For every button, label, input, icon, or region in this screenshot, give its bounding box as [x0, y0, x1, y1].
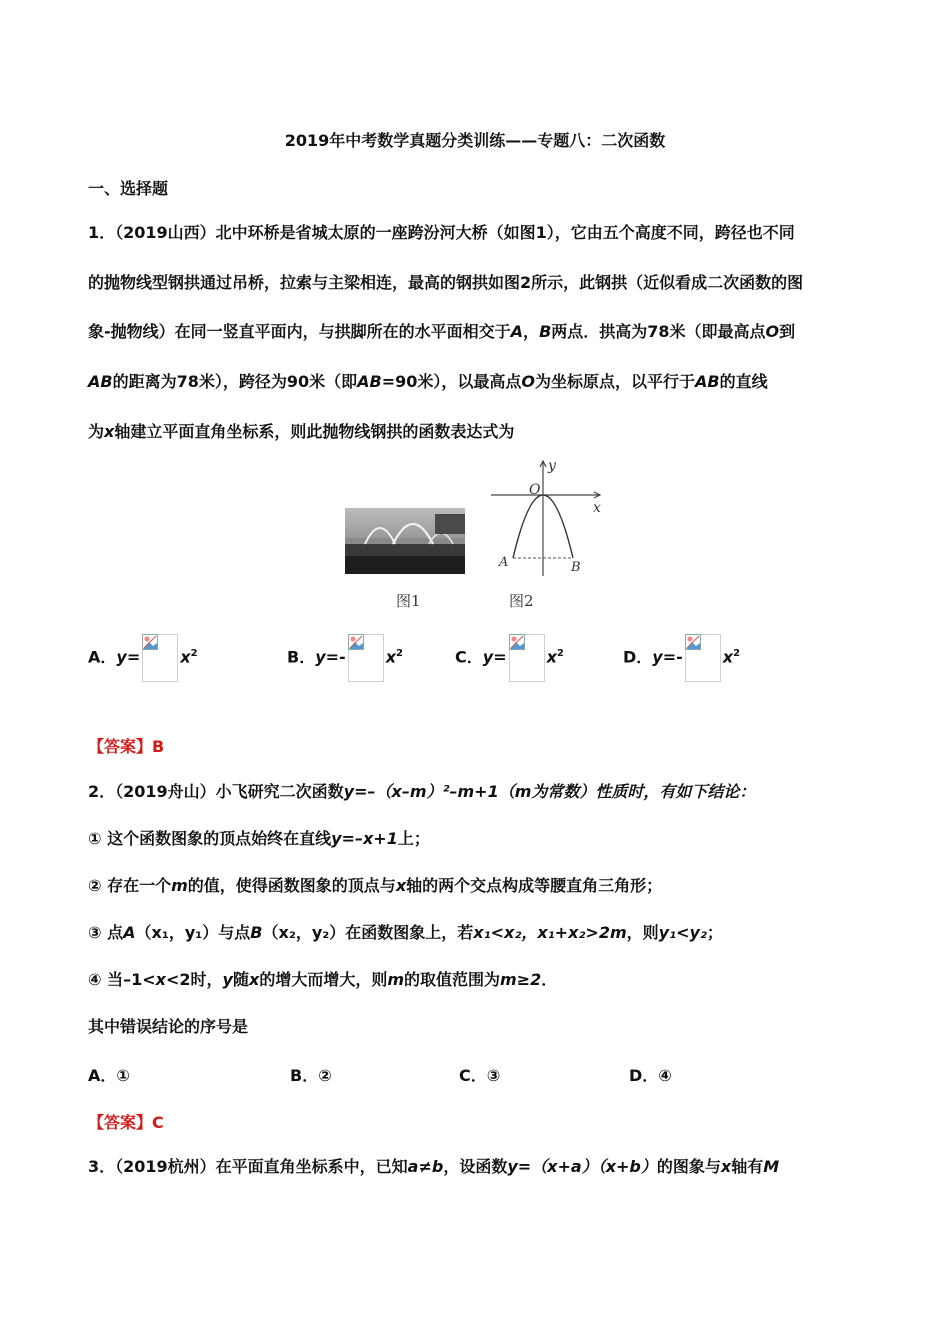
- fig2-origin-label: O: [529, 482, 541, 498]
- missing-fraction-image: [348, 634, 384, 682]
- fig2-b-label: B: [571, 560, 581, 575]
- fig2-y-label: y: [548, 458, 556, 474]
- q1-option-c: C．y= $x^2$: [455, 634, 564, 682]
- q2-option-c: C．③: [459, 1066, 501, 1085]
- fig2-x-label: x: [593, 500, 601, 516]
- q1-option-b: B．y=- $x^2$: [287, 634, 403, 682]
- missing-fraction-image: [142, 634, 178, 682]
- bridge-photo: [345, 508, 465, 574]
- q2-conclusion-4: ④ 当–1<x<2时，y随x的增大而增大，则m的取值范围为m≥2．: [88, 970, 558, 989]
- q3-line-1: 3．（2019杭州）在平面直角坐标系中，已知a≠b，设函数y=（x+a）（x+b）的图象与x轴有M: [88, 1157, 780, 1176]
- fig2-a-label: A: [499, 555, 509, 570]
- fig1-caption: 图1: [396, 592, 421, 610]
- q1-option-d: D．y=- $x^2$: [623, 634, 740, 682]
- q1-line-2: 的抛物线型钢拱通过吊桥，拉索与主梁相连，最高的钢拱如图2所示，此钢拱（近似看成二次函数的图: [88, 273, 804, 292]
- q2-question: 其中错误结论的序号是: [88, 1017, 249, 1036]
- q1-line-4: AB的距离为78米），跨径为90米（即AB=90米），以最高点O为坐标原点，以平行于AB的直线: [88, 372, 768, 391]
- section-heading: 一、选择题: [88, 179, 169, 198]
- broken-image-icon: [348, 634, 364, 650]
- q2-answer: 【答案】C: [88, 1113, 164, 1132]
- q2-option-a: A．①: [88, 1066, 130, 1085]
- fig2-caption: 图2: [509, 592, 534, 610]
- q2-conclusion-2: ② 存在一个m的值，使得函数图象的顶点与x轴的两个交点构成等腰直角三角形；: [88, 876, 663, 895]
- q2-line-1: 2．（2019舟山）小飞研究二次函数y=–（x–m）²–m+1（m为常数）性质时，有如下结论：: [88, 782, 756, 801]
- q1-answer: 【答案】B: [88, 737, 165, 756]
- q2-option-d: D．④: [629, 1066, 672, 1085]
- q2-conclusion-3: ③ 点A（x₁，y₁）与点B（x₂，y₂）在函数图象上，若x₁<x₂，x₁+x₂>2m，则y₁<y₂；: [88, 923, 723, 942]
- q1-line-5: 为x轴建立平面直角坐标系，则此抛物线钢拱的函数表达式为: [88, 422, 515, 441]
- broken-image-icon: [142, 634, 158, 650]
- q2-option-b: B．②: [290, 1066, 332, 1085]
- q1-option-a: A．y= $x^2$: [88, 634, 198, 682]
- parabola-diagram: [485, 458, 610, 578]
- missing-fraction-image: [685, 634, 721, 682]
- q1-line-3: 象-抛物线）在同一竖直平面内，与拱脚所在的水平面相交于A，B两点．拱高为78米（即最高点O到: [88, 322, 796, 341]
- q2-conclusion-1: ① 这个函数图象的顶点始终在直线y=–x+1上；: [88, 829, 430, 848]
- broken-image-icon: [509, 634, 525, 650]
- missing-fraction-image: [509, 634, 545, 682]
- page-title: 2019年中考数学真题分类训练——专题八：二次函数: [284, 131, 666, 150]
- broken-image-icon: [685, 634, 701, 650]
- q1-line-1: 1．（2019山西）北中环桥是省城太原的一座跨汾河大桥（如图1），它由五个高度不同，跨径也不同: [88, 223, 795, 242]
